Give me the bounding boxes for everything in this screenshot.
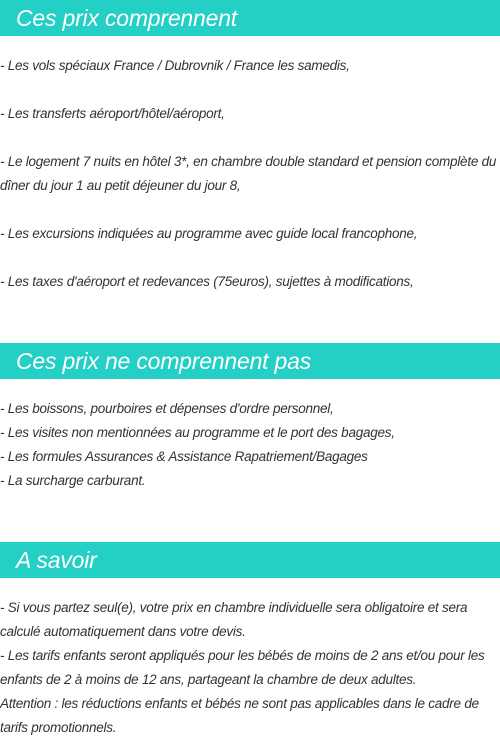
section-title-not-included: Ces prix ne comprennent pas [16,347,312,374]
section-header-not-included [0,343,500,379]
section-title-good-to-know: A savoir [16,546,97,573]
section-header-included [0,0,500,36]
section-title-included: Ces prix comprennent [16,4,237,31]
not-included-item-visits: - Les visites non mentionnées au programme et le port des bagages, [0,425,395,440]
section-header-good-to-know [0,542,500,578]
included-item-flights: - Les vols spéciaux France / Dubrovnik / France les samedis, [0,58,350,73]
good-to-know-attention-note: Attention : les réductions enfants et bébés ne sont pas applicables dans le cadre de tarifs promotionnels. [0,696,479,735]
good-to-know-single-room: - Si vous partez seul(e), votre prix en chambre individuelle sera obligatoire et sera calculé automatiquement dans votre devis. [0,600,468,639]
not-included-item-drinks: - Les boissons, pourboires et dépenses d'ordre personnel, [0,401,334,416]
good-to-know-children-rates: - Les tarifs enfants seront appliqués pour les bébés de moins de 2 ans et/ou pour les enfants de 2 à moins de 12 ans, partageant la chambre de deux adultes. [0,648,485,687]
included-item-transfers: - Les transferts aéroport/hôtel/aéroport, [0,106,225,121]
included-item-taxes: - Les taxes d'aéroport et redevances (75euros), sujettes à modifications, [0,274,414,289]
included-item-lodging: - Le logement 7 nuits en hôtel 3*, en chambre double standard et pension complète du dîner du jour 1 au petit déjeuner du jour 8, [0,154,497,193]
included-item-excursions: - Les excursions indiquées au programme avec guide local francophone, [0,226,418,241]
not-included-item-fuel: - La surcharge carburant. [0,473,146,488]
not-included-item-insurance: - Les formules Assurances & Assistance Rapatriement/Bagages [0,449,368,464]
